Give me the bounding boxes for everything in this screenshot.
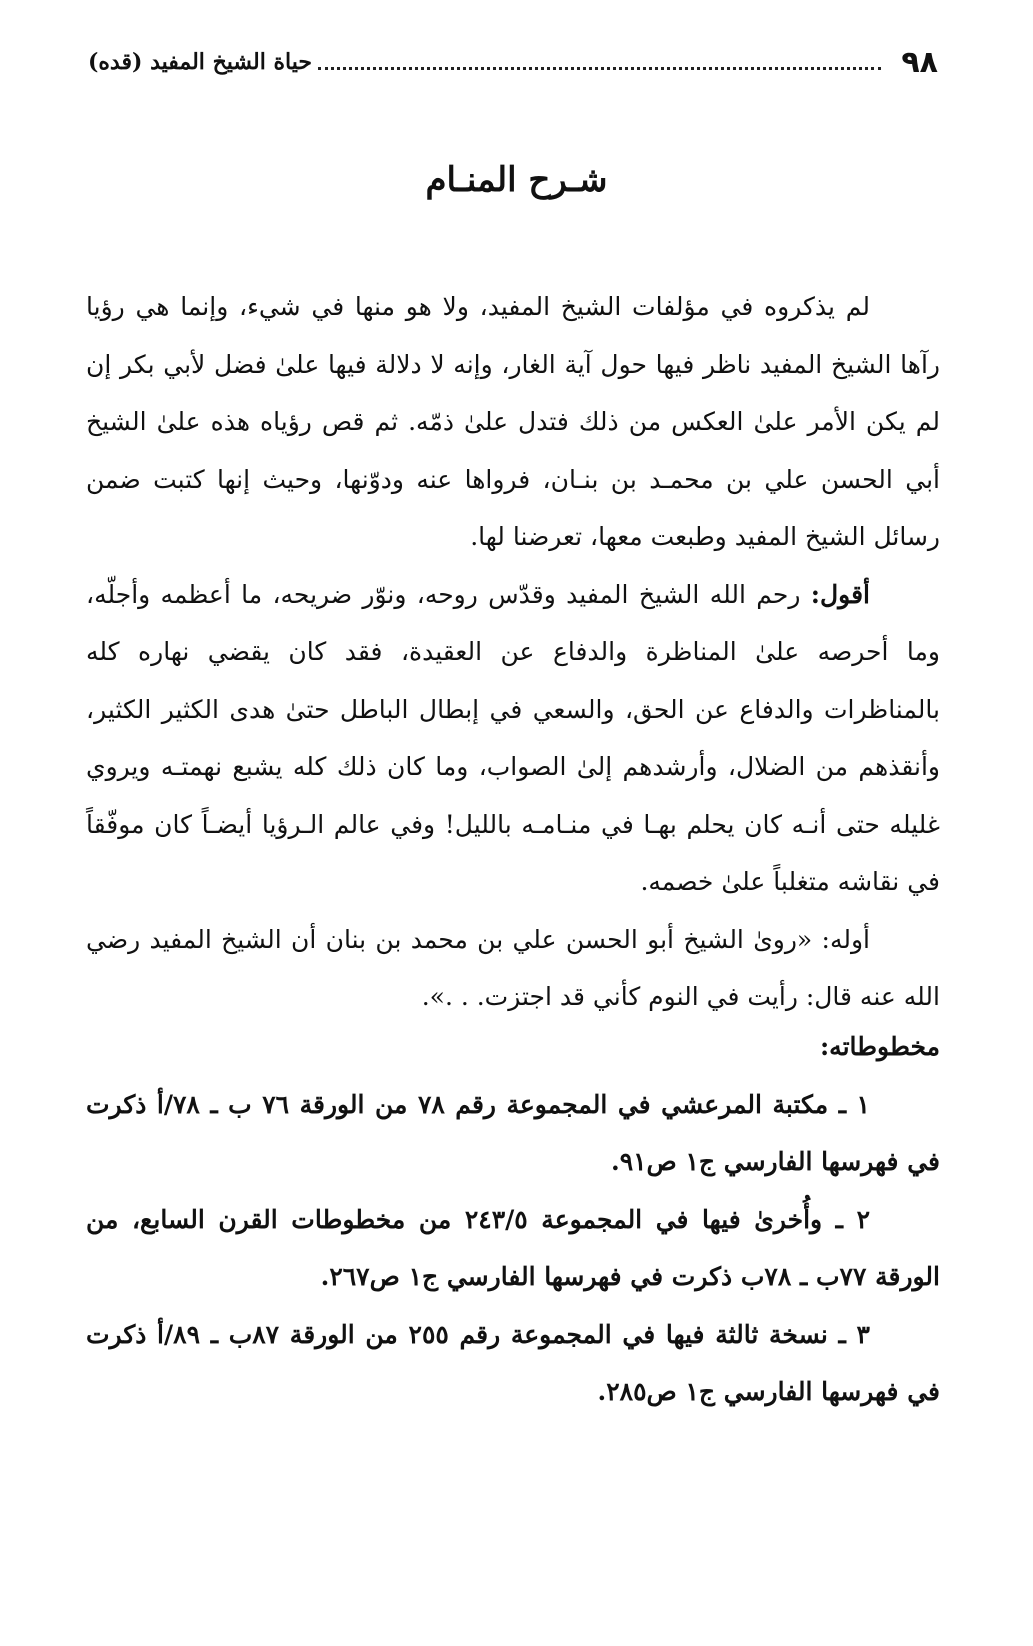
commentary-text: رحم الله الشيخ المفيد وقدّس روحه، ونوّر ضريحه، ما أعظمه وأجلّه، وما أحرصه علىٰ المناظرة والدفاع عن العقيدة، فقد كان يقضي نهاره كله بالمناظرات والدفاع عن الحق، والسعي في إبطال الباطل حتىٰ هدى الكثير الكثير، وأنقذهم من الضلال، وأرشدهم إلىٰ الصواب، وما كان ذلك كله يشبع نهمتـه ويروي غليله حتى أنـه كان يحلم بهـا في منـامـه بالليل! وفي عالم الـرؤيا أيضـاً كان موفّقاً في نقاشه متغلباً علىٰ خصمه. xyxy=(86,579,940,896)
manuscript-item: ١ ـ مكتبة المرعشي في المجموعة رقم ٧٨ من الورقة ٧٦ ب ـ ٧٨/أ ذكرت في فهرسها الفارسي ج١ ص٩١. xyxy=(86,1089,940,1176)
paragraph-intro: لم يذكروه في مؤلفات الشيخ المفيد، ولا هو منها في شيء، وإنما هي رؤيا رآها الشيخ المفيد ناظر فيها حول آية الغار، وإنه لا دلالة فيها علىٰ فضل لأبي بكر إن لم يكن الأمر علىٰ العكس من ذلك فتدل علىٰ ذمّه. ثم قص رؤياه هذه علىٰ الشيخ أبي الحسن علي بن محمـد بن بنـان، فرواها عنه ودوّنها، وحيث إنها كتبت ضمن رسائل الشيخ المفيد وطبعت معها، تعرضنا لها. xyxy=(86,292,940,551)
page-number: ٩٨ xyxy=(901,44,938,80)
running-title: حياة الشيخ المفيد (قده) xyxy=(88,49,312,75)
header-dot-leader xyxy=(318,67,881,70)
manuscripts-section xyxy=(86,1018,940,1421)
running-header xyxy=(88,40,938,84)
manuscript-item: ٣ ـ نسخة ثالثة فيها في المجموعة رقم ٢٥٥ من الورقة ٨٧ب ـ ٨٩/أ ذكرت في فهرسها الفارسي ج١ ص٢٨٥. xyxy=(86,1319,940,1406)
commentary-lead: أقول: xyxy=(810,579,870,609)
paragraph-commentary xyxy=(86,566,940,911)
manuscripts-heading: مخطوطاته: xyxy=(819,1032,940,1061)
body-text xyxy=(86,278,940,1026)
paragraph-incipit: أوله: «روىٰ الشيخ أبو الحسن علي بن محمد بن بنان أن الشيخ المفيد رضي الله عنه قال: رأيت في النوم كأني قد اجتزت. . .». xyxy=(86,924,940,1011)
manuscript-item: ٢ ـ وأُخرىٰ فيها في المجموعة ٢٤٣/٥ من مخطوطات القرن السابع، من الورقة ٧٧ب ـ ٧٨ب ذكرت في فهرسها الفارسي ج١ ص٢٦٧. xyxy=(86,1204,940,1291)
section-title: شـرح المنـام xyxy=(425,160,608,200)
